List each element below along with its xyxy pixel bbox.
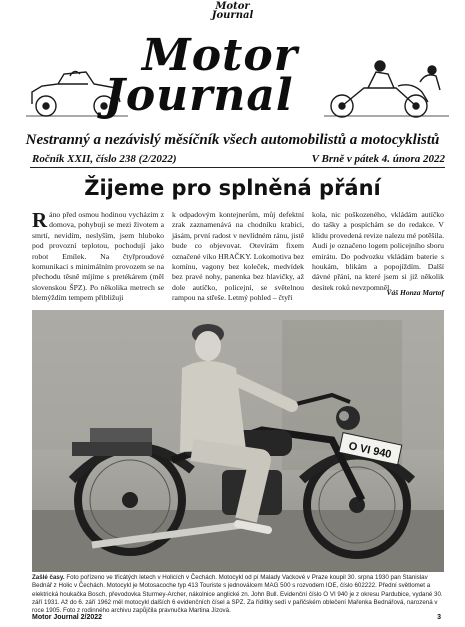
- drop-cap: R: [32, 208, 48, 232]
- small-logo-line1: Motor: [215, 1, 250, 12]
- masthead: [24, 26, 449, 130]
- header-divider: [30, 167, 445, 168]
- article-column-2: k odpadovým kontejnerům, můj defektní zrak zaznamenává na chodníku krabici, jásám, první radost v nevlídném ránu, jistě bude co objevovat. Otevírám fixem označené víko HRAČKY. Lokomotiva bez komínu, vagony bez koleček, medvídek bez pravé nohy, panenka bez hlavičky, až dole autíčko, policejní, se světelnou rampou na střeše. Letmý pohled – čtyři: [172, 210, 304, 303]
- motorcycle-photo: [32, 310, 444, 572]
- masthead-subtitle: Nestranný a nezávislý měsíčník všech automobilistů a motocyklistů: [25, 132, 440, 148]
- photo-caption: [32, 574, 444, 615]
- caption-text: Foto pořízeno ve třicátých letech v Holicích v Čechách. Motocykl od pí Malady Vackové v Praze koupil 30. srpna 1930 pan Stanislav Bednář z Holic v Čechách. Motocykl je Motosacoche typ 413 Touriste s jednoválcem MAG 500 s rozvodem IOE, číslo 602222. Přední světlomet a elektrická houkačka Bosch, převodovka Sturmey-Archer, nákolnice anglické zn. John Bull. Evidenční číslo O VI 940 je z okresu Pardubice, vydané 30. září 1931. Až do 6. září 1962 měl motocykl dalších 6 evidenčních čísel a SPZ. Za řídítky sedí v pařičském oblečení Mařenka Bednářová, narozená v roce 1905. Foto z rodinného archivu zapůjčila pravnučka Martina Jízová.: [32, 574, 443, 615]
- article-column-3-text: kola, nic poškozeného, vkládám autíčko do tašky a pospíchám se do redakce. V klidu provedená revize nalezu mé potěšila. Audi je označeno logem policejního sboru emirátu. Do podvozku vkládám baterie s houkám, blikám a popojíždím. Další dávné přání, na které jsem si již několik desítek roků nevzpomněl.: [312, 210, 444, 292]
- masthead-title-line1: Motor: [142, 30, 298, 81]
- article-headline: Žijeme pro splněná přání: [84, 176, 381, 200]
- historic-photo: [32, 310, 444, 572]
- footer-publication: Motor Journal 2/2022: [32, 614, 103, 621]
- small-logo-line2: Journal: [211, 10, 254, 21]
- issue-date-place: V Brně v pátek 4. února 2022: [311, 153, 445, 165]
- license-plate: O VI 940: [347, 440, 393, 462]
- page-number: 3: [437, 614, 441, 621]
- small-logo: [0, 2, 465, 20]
- masthead-title-line2: Journal: [104, 70, 294, 121]
- issue-info: Ročník XXII, číslo 238 (2/2022): [32, 153, 177, 165]
- editorial-article: [32, 210, 444, 314]
- article-column-3: [312, 210, 444, 293]
- caption-lead: Zašlé časy.: [32, 574, 65, 581]
- motorcycle-illustration: [324, 61, 449, 117]
- article-column-1: [32, 210, 164, 304]
- article-byline: Váš Honza Martof: [386, 288, 444, 297]
- article-column-1-text: áno před osmou hodinou vycházím z domova, pohybuji se mezi životem a smrtí, nevidím, neslyším, jsem hluboko pod provozní teplotou, pochodují jako robot Emílek. Na čtyřproudové komunikaci s minimálním provozem se na přechodu těsně míjíme s pretékárem (měl slovenskou ŠPZ). Po několika metrech se blemýždím tempem přibližuji: [32, 210, 164, 303]
